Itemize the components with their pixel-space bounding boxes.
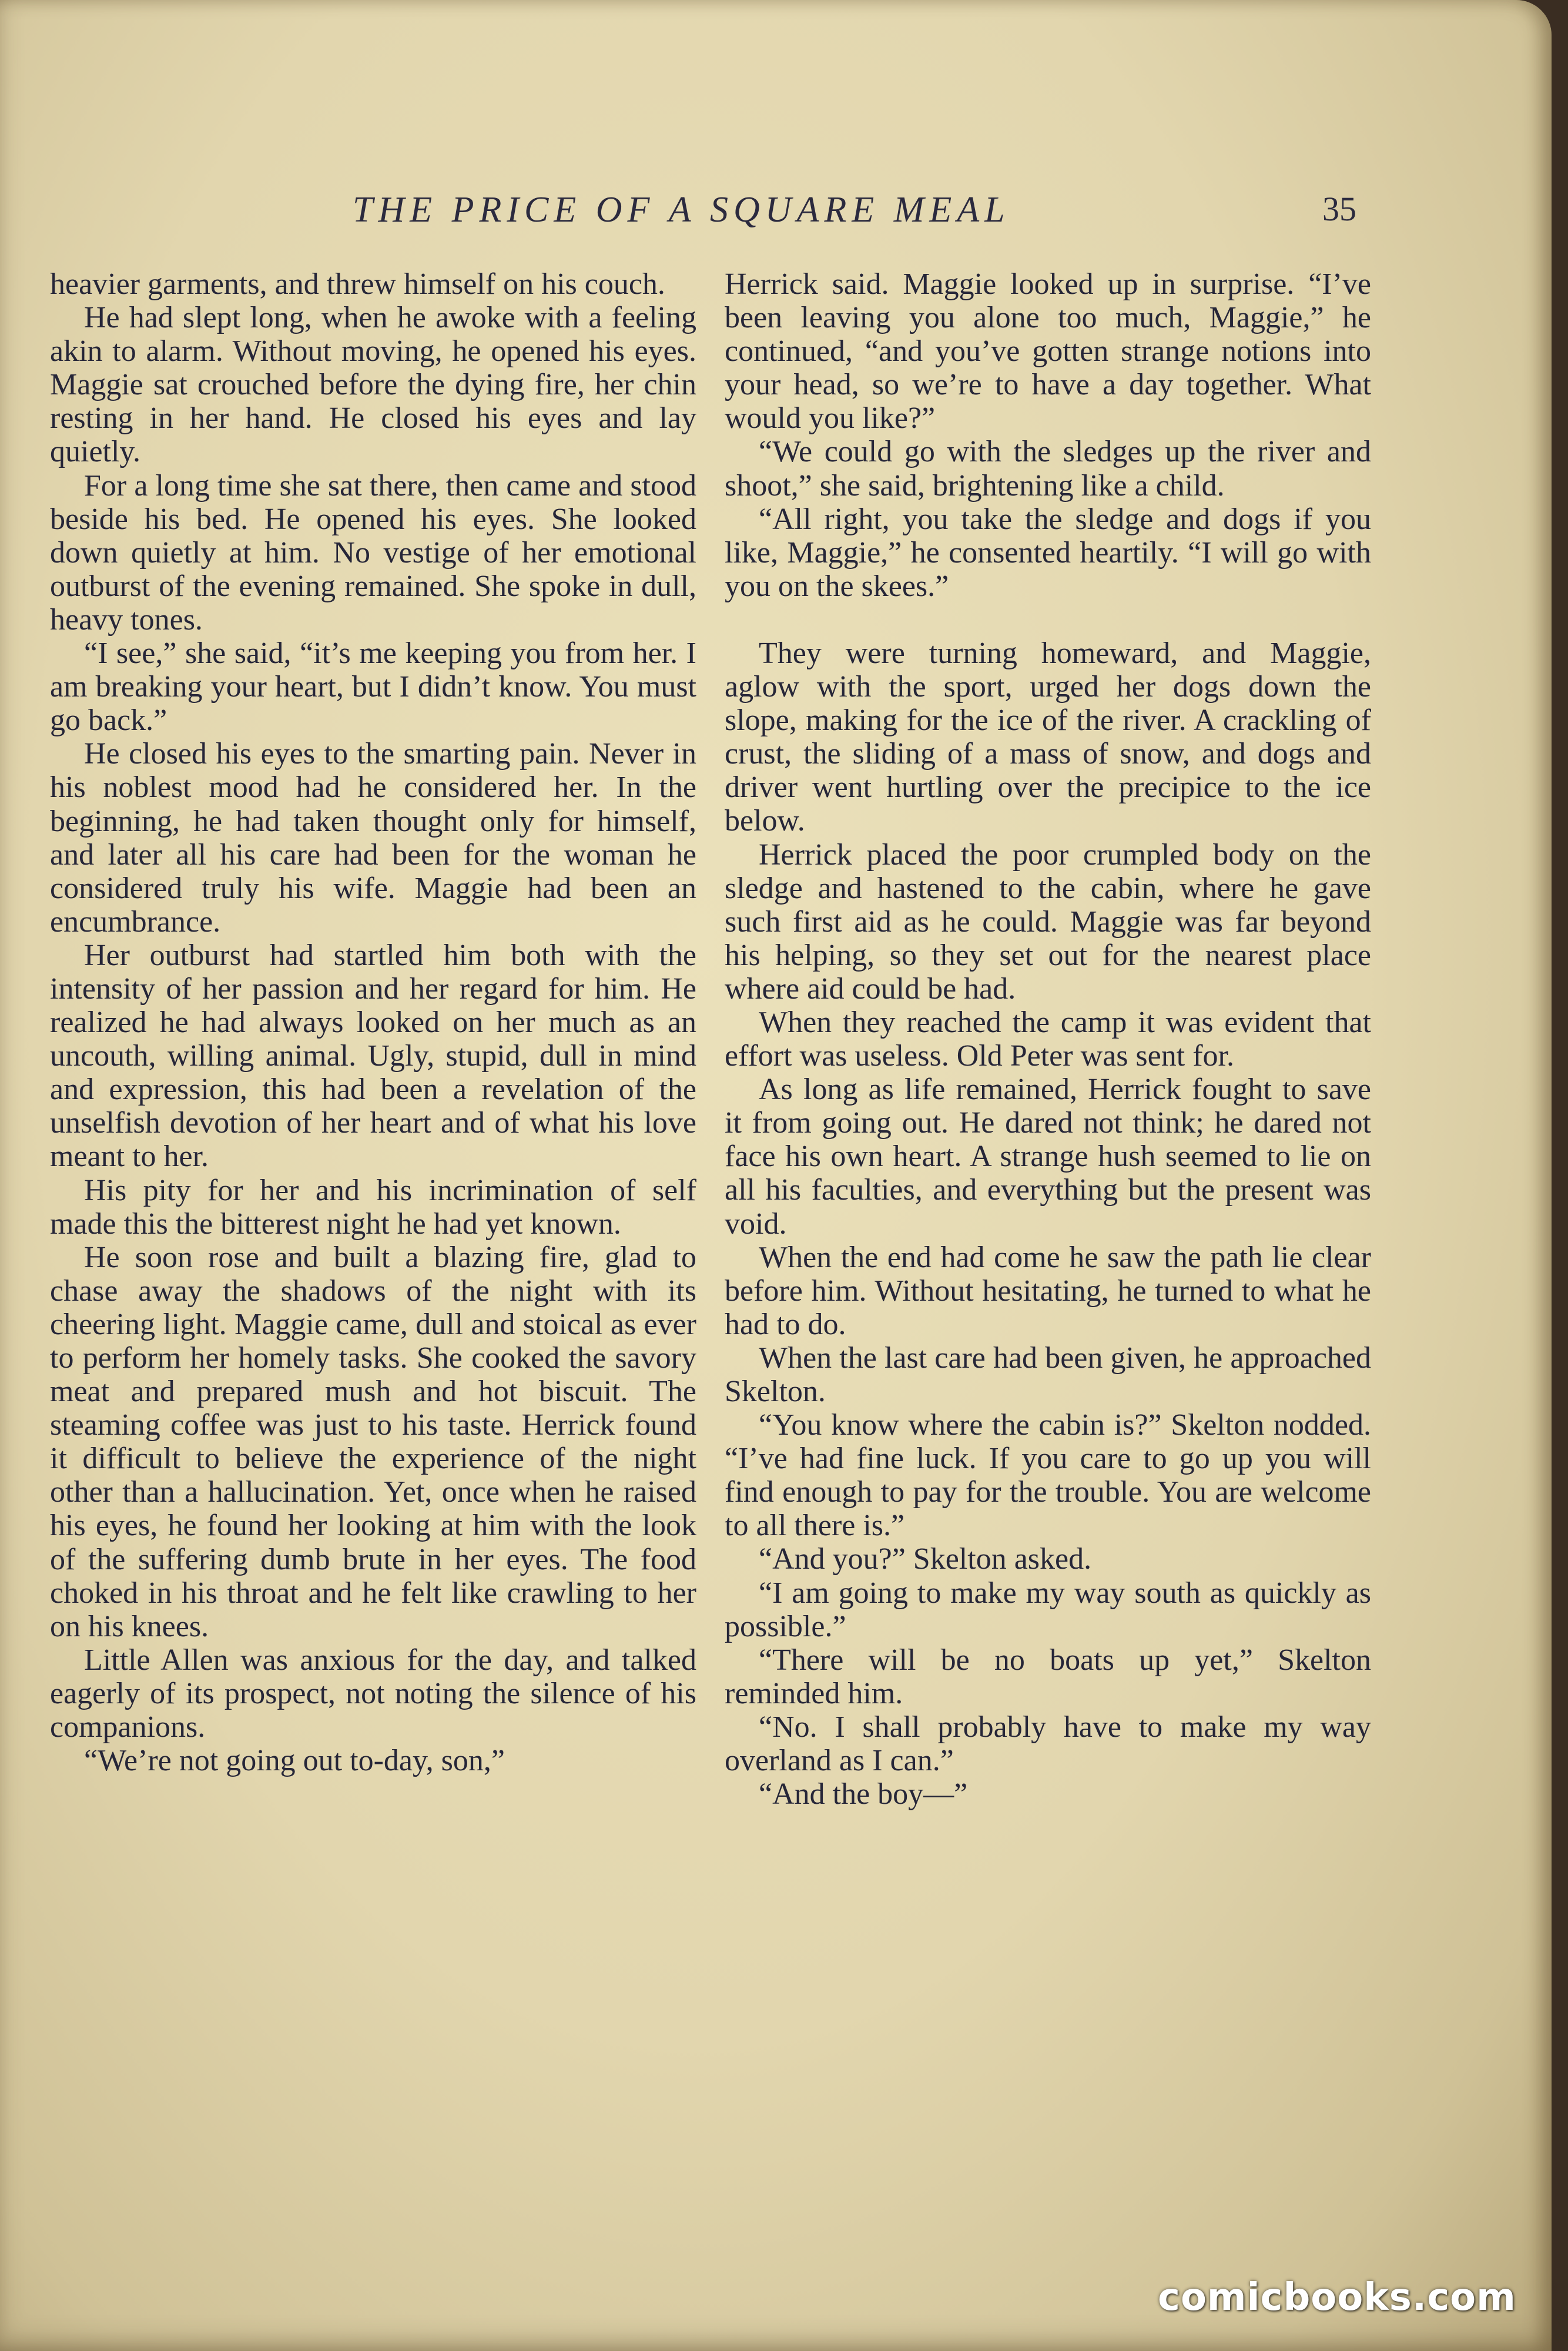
paragraph: He had slept long, when he awoke with a feeling akin to alarm. Without moving, he opened his eyes. Maggie sat crouched before the dying fire, her chin resting in her hand. He closed his eyes and lay quietly. xyxy=(50,301,696,469)
paragraph: When the end had come he saw the path lie clear before him. Without hesitating, he turned to what he had to do. xyxy=(725,1240,1371,1341)
right-column xyxy=(725,267,1371,1811)
paragraph: “We’re not going out to-day, son,” xyxy=(84,1744,505,1778)
paragraph: For a long time she sat there, then came and stood beside his bed. He opened his eyes. She looked down quietly at him. No vestige of her emotional outburst of the evening remained. She spoke in dull, heavy tones. xyxy=(50,468,696,637)
paragraph: Herrick said. Maggie looked up in surprise. “I’ve been leaving you alone too much, Maggie,” he continued, “and you’ve gotten strange notions into your head, so we’re to have a day together. What would you like?” xyxy=(725,267,1371,436)
paragraph: He soon rose and built a blazing fire, glad to chase away the shadows of the night with its cheering light. Maggie came, dull and stoical as ever to perform her homely tasks. She cooked the savory meat and prepared mush and hot biscuit. The steaming coffee was just to his taste. Herrick found it difficult to believe the experience of the night other than a hallucination. Yet, once when he raised his eyes, he found her looking at him with the look of the suffering dumb brute in her eyes. The food choked in his throat and he felt like crawling to her on his knees. xyxy=(50,1240,696,1643)
paragraph: heavier garments, and threw himself on his couch. xyxy=(50,267,665,301)
paragraph: “No. I shall probably have to make my way overland as I can.” xyxy=(725,1710,1371,1778)
left-column xyxy=(50,267,696,1777)
paragraph: “We could go with the sledges up the river and shoot,” she said, brightening like a child. xyxy=(725,435,1371,503)
paragraph: He closed his eyes to the smarting pain. Never in his noblest mood had he considered her. In the beginning, he had taken thought only for himself, and later all his care had been for the woman he considered truly his wife. Maggie had been an encumbrance. xyxy=(50,737,696,939)
watermark: comicbooks.com xyxy=(1158,2276,1516,2319)
paragraph: Little Allen was anxious for the day, and talked eagerly of its prospect, not noting the silence of his companions. xyxy=(50,1643,696,1744)
paragraph: His pity for her and his incrimination of self made this the bitterest night he had yet known. xyxy=(50,1173,696,1241)
paragraph: “All right, you take the sledge and dogs if you like, Maggie,” he consented heartily. “I will go with you on the skees.” xyxy=(725,502,1371,603)
running-head xyxy=(0,189,1552,242)
paragraph: They were turning homeward, and Maggie, aglow with the sport, urged her dogs down the slope, making for the ice of the river. A crackling of crust, the sliding of a mass of snow, and dogs and driver went hurtling over the precipice to the ice below. xyxy=(725,636,1371,838)
paragraph: “I see,” she said, “it’s me keeping you from her. I am breaking your heart, but I didn’t know. You must go back.” xyxy=(50,637,696,738)
running-title: THE PRICE OF A SQUARE MEAL xyxy=(353,190,1010,230)
page-number: 35 xyxy=(1322,190,1356,228)
paragraph: When the last care had been given, he approached Skelton. xyxy=(725,1341,1371,1408)
paragraph: “And you?” Skelton asked. xyxy=(759,1542,1092,1576)
paragraph: Herrick placed the poor crumpled body on the sledge and hastened to the cabin, where he gave such first aid as he could. Maggie was far beyond his helping, so they set out for the nearest place where aid could be had. xyxy=(725,838,1371,1006)
paragraph: “You know where the cabin is?” Skelton nodded. “I’ve had fine luck. If you care to go up you will find enough to pay for the trouble. You are welcome to all there is.” xyxy=(725,1408,1371,1543)
paragraph: “And the boy—” xyxy=(759,1777,968,1811)
paragraph: When they reached the camp it was evident that effort was useless. Old Peter was sent for. xyxy=(725,1005,1371,1073)
paragraph: “There will be no boats up yet,” Skelton reminded him. xyxy=(725,1643,1371,1710)
paragraph: Her outburst had startled him both with the intensity of her passion and her regard for him. He realized he had always looked on her much as an uncouth, willing animal. Ugly, stupid, dull in mind and expression, this had been a revelation of the unselfish devotion of her heart and of what his love meant to her. xyxy=(50,938,696,1174)
paragraph: As long as life remained, Herrick fought to save it from going out. He dared not think; he dared not face his own heart. A strange hush seemed to lie on all his faculties, and everything but the present was void. xyxy=(725,1073,1371,1241)
paragraph: “I am going to make my way south as quickly as possible.” xyxy=(725,1576,1371,1643)
